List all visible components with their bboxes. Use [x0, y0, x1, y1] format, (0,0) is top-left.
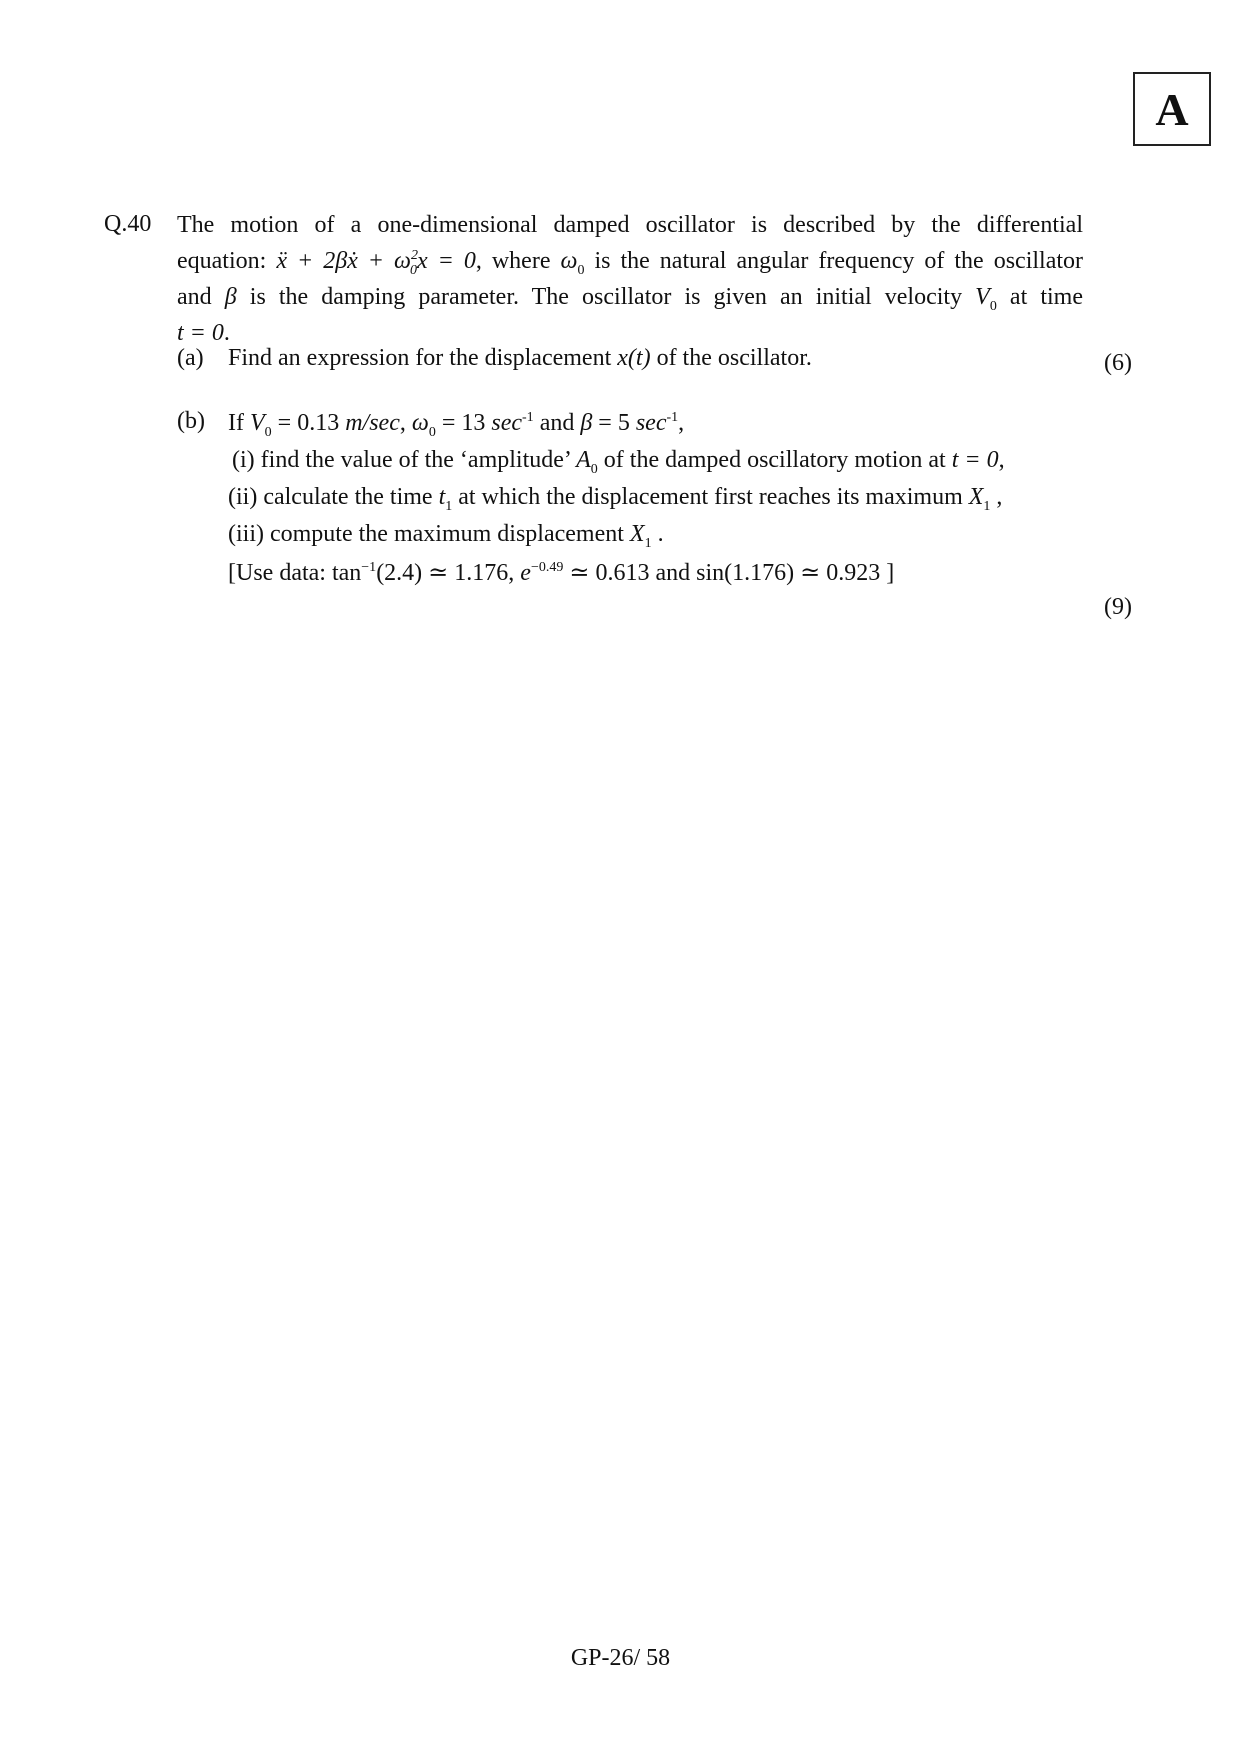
velocity-symbol: V	[975, 284, 990, 310]
stem-line-1: The motion of a one-dimensional damped oscillator is described by the differential	[177, 212, 1083, 238]
part-b-ii	[228, 479, 1002, 515]
omega-value: = 13	[435, 410, 492, 436]
velocity-value: = 0.13	[271, 410, 346, 436]
euler-e: e	[520, 560, 531, 586]
text: ,	[990, 484, 1003, 510]
velocity-symbol: V	[249, 410, 265, 436]
omega-sub: 0	[577, 262, 585, 278]
unit-exponent: -1	[522, 410, 534, 425]
part-b-marks: (9)	[1104, 594, 1132, 620]
part-a-label: (a)	[177, 345, 204, 371]
velocity-unit: m/sec	[345, 410, 400, 436]
stem-line-3	[177, 279, 1083, 315]
text: ,	[678, 410, 685, 436]
text: of the damped oscillatory motion at	[597, 447, 952, 473]
max-displacement-sub: 1	[983, 498, 991, 514]
max-displacement-sub: 1	[644, 535, 652, 551]
stem-text: , where	[475, 248, 561, 274]
stem-text: is the natural angular frequency of the oscillator	[584, 248, 1084, 274]
part-a-text-1: Find an expression for the displacement	[228, 345, 618, 371]
text: (iii) compute the maximum displacement	[228, 521, 630, 547]
text: ,	[399, 410, 412, 436]
omega-symbol: ω	[560, 248, 578, 274]
displacement-function: x(t)	[617, 345, 651, 371]
velocity-sub: 0	[264, 424, 272, 440]
question-number: Q.40	[104, 211, 152, 237]
part-a-marks: (6)	[1104, 350, 1132, 376]
text: If	[228, 410, 250, 436]
stem-text: equation:	[177, 248, 277, 274]
text: (i) find the value of the ‘amplitude’	[232, 447, 577, 473]
text: ≃ 0.613 and sin(1.176) ≃ 0.923 ]	[563, 560, 895, 586]
beta-symbol: β	[580, 410, 593, 436]
question-stem	[177, 207, 1083, 351]
stem-text: at time	[996, 284, 1083, 310]
text: ,	[998, 447, 1005, 473]
initial-time: t = 0	[951, 447, 999, 473]
max-displacement-symbol: X	[629, 521, 645, 547]
differential-equation	[276, 248, 476, 278]
part-b-use-data	[228, 555, 894, 591]
text: and	[533, 410, 581, 436]
eq-end: x = 0	[416, 248, 476, 274]
max-displacement-symbol: X	[968, 484, 984, 510]
time-sub: 1	[445, 498, 453, 514]
part-a-text	[228, 340, 812, 376]
text: (2.4) ≃ 1.176,	[376, 560, 521, 586]
stem-line-2	[177, 243, 1083, 279]
omega-sub: 0	[428, 424, 436, 440]
stem-text: is the damping parameter. The oscillator is given an initial velocity	[236, 284, 976, 310]
unit-exponent: -1	[666, 410, 679, 425]
eq-sub: 0	[409, 262, 417, 278]
beta-value: = 5	[592, 410, 636, 436]
beta-symbol: β	[224, 284, 237, 310]
stem-text: and	[177, 284, 225, 310]
text: at which the displacement first reaches its maximum	[452, 484, 969, 510]
e-exponent: −0.49	[530, 560, 564, 575]
part-a-text-2: of the oscillator.	[650, 345, 812, 371]
part-b-given	[228, 405, 684, 441]
text: [Use data: tan	[228, 560, 362, 586]
amplitude-symbol: A	[576, 447, 591, 473]
stem-text: .	[223, 320, 230, 346]
page-footer: GP-26/ 58	[570, 1645, 671, 1671]
set-code-box: A	[1133, 72, 1211, 146]
initial-time: t = 0	[177, 320, 224, 346]
text: (ii) calculate the time	[228, 484, 439, 510]
omega-unit: sec	[491, 410, 523, 436]
part-b-i	[232, 442, 1005, 478]
velocity-sub: 0	[989, 298, 997, 314]
text: .	[651, 521, 664, 547]
omega-symbol: ω	[411, 410, 429, 436]
eq-sup: 2	[410, 248, 418, 263]
part-b-label: (b)	[177, 408, 205, 434]
beta-unit: sec	[635, 410, 667, 436]
amplitude-sub: 0	[590, 461, 598, 477]
time-symbol: t	[438, 484, 446, 510]
part-b-iii	[228, 516, 664, 552]
inverse-exponent: −1	[361, 560, 377, 575]
eq-main: ẍ + 2βẋ + ω	[276, 248, 411, 274]
